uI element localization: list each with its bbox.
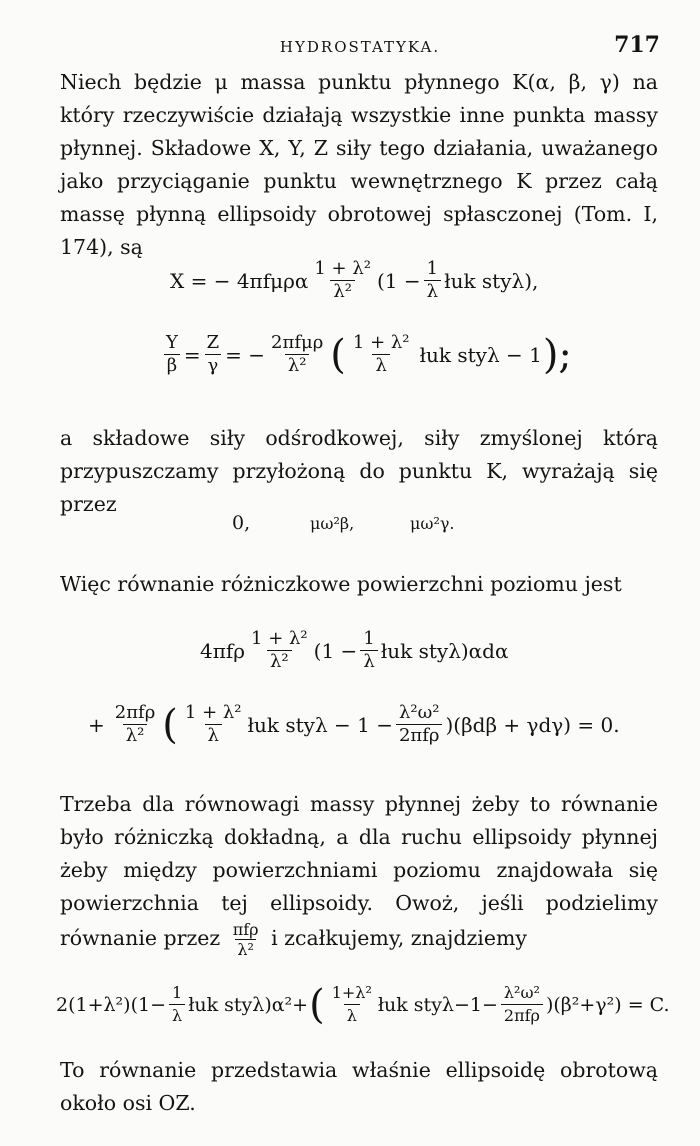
equation-diff2-mid: łuk styλ − 1 − xyxy=(247,712,393,737)
fraction-denominator: λ xyxy=(205,724,222,747)
equation-integral-fraction-2 xyxy=(329,982,375,1027)
running-title: HYDROSTATYKA. xyxy=(279,38,441,56)
fraction-denominator: β xyxy=(164,354,180,377)
fraction-denominator: λ² xyxy=(237,940,254,959)
fraction-denominator: λ xyxy=(424,280,441,303)
equation-x-fraction-2 xyxy=(424,258,441,303)
equation-differential-line-1 xyxy=(200,628,508,673)
equation-integral-lead: 2(1+λ²)(1− xyxy=(56,993,167,1016)
fraction-numerator: 1 + λ² xyxy=(314,258,371,279)
equation-integral-fraction-3 xyxy=(501,982,543,1027)
equation-integral-mid-2: łuk styλ−1− xyxy=(377,993,498,1016)
equation-diff1-mid: (1 − xyxy=(313,638,358,663)
equation-integral-fraction-1 xyxy=(169,982,185,1027)
fraction-numerator: πfρ xyxy=(232,920,259,939)
equation-yz-fraction-z xyxy=(204,332,223,377)
paragraph-equilibrium-body xyxy=(60,788,658,959)
centrifugal-components xyxy=(232,512,455,534)
close-paren: ); xyxy=(542,331,572,378)
centrifugal-component-z: μω²γ. xyxy=(410,513,455,533)
paragraph-differential-intro xyxy=(60,568,658,601)
fraction-denominator: λ xyxy=(372,354,389,377)
open-paren: ( xyxy=(330,331,346,378)
fraction-numerator: 1 xyxy=(426,258,439,279)
fraction-numerator: 1 xyxy=(363,628,375,649)
equals-sign: = xyxy=(183,342,201,367)
equation-diff2-lead: + xyxy=(88,712,105,737)
paragraph-differential-intro-text: Więc równanie różniczkowe powierzchni poziomu jest xyxy=(60,572,622,596)
fraction-numerator: λ²ω² xyxy=(398,702,440,723)
fraction-denominator: λ² xyxy=(267,650,292,673)
equation-x-mid: (1 − xyxy=(376,268,421,293)
fraction-numerator: Y xyxy=(166,332,178,353)
equation-x-tail: łuk styλ), xyxy=(444,268,539,293)
page-header xyxy=(60,32,660,62)
fraction-denominator: 2πfρ xyxy=(396,724,443,747)
centrifugal-component-y: μω²β, xyxy=(310,513,355,533)
paragraph-equilibrium-text-end: i zcałkujemy, znajdziemy xyxy=(271,926,527,950)
fraction-numerator: 1 + λ² xyxy=(251,628,308,649)
equation-diff1-lead: 4πfρ xyxy=(200,638,246,663)
equation-diff2-fraction-2 xyxy=(182,702,245,747)
open-paren: ( xyxy=(309,981,325,1028)
fraction-numerator: 2πfμρ xyxy=(271,332,324,353)
equation-integral-mid-1: łuk styλ)α²+ xyxy=(188,993,309,1016)
page-number: 717 xyxy=(614,32,660,58)
paragraph-conclusion-text: To równanie przedstawia właśnie ellipsoidę obrotową około osi OZ. xyxy=(60,1058,658,1115)
equation-x-fraction-1 xyxy=(311,258,374,303)
equation-diff2-tail: )(βdβ + γdγ) = 0. xyxy=(445,712,620,737)
fraction-numerator: 1 + λ² xyxy=(184,702,242,723)
fraction-denominator: λ xyxy=(169,1004,185,1027)
equation-diff2-fraction-1 xyxy=(112,702,159,747)
fraction-numerator: 1 + λ² xyxy=(352,332,410,353)
fraction-denominator: λ² xyxy=(330,280,355,303)
paragraph-equilibrium-text: Trzeba dla równowagi massy płynnej żeby to równanie było różniczką dokładną, a dla ruchu ellipsoidy płynnej żeby między powierzchniami poziomu znajdowała się powierzchnia tej ellipsoidy. Owoż, jeśli podzielimy równanie przez xyxy=(60,792,658,950)
equation-diff1-tail: łuk styλ)αdα xyxy=(380,638,509,663)
fraction-numerator: Z xyxy=(206,332,220,353)
open-paren: ( xyxy=(162,701,178,748)
paragraph-centrifugal-text: a składowe siły odśrodkowej, siły zmyślonej którą przypuszczamy przyłożoną do punktu K, wyrażają się przez xyxy=(60,426,658,516)
fraction-numerator: λ²ω² xyxy=(503,983,540,1002)
fraction-denominator: γ xyxy=(205,354,222,377)
paragraph-conclusion xyxy=(60,1054,658,1120)
centrifugal-component-x: 0, xyxy=(232,512,251,534)
equation-differential-line-2 xyxy=(88,702,620,747)
equation-yz-fraction-y xyxy=(163,332,181,377)
fraction-denominator: λ xyxy=(344,1004,360,1027)
paragraph-intro xyxy=(60,66,658,264)
paragraph-intro-text: Niech będzie μ massa punktu płynnego K(α, β, γ) na który rzeczywiście działają wszystkie inne punkta massy płynnej. Składowe X, Y, Z siły tego działania, uważanego jako przyciąganie punktu wewnętrznego K przez całą massę płynną ellipsoidy obrotowej spłasczonej (Tom. I, 174), są xyxy=(60,70,658,259)
fraction-denominator: λ xyxy=(360,650,377,673)
equation-yz xyxy=(160,332,573,377)
equation-diff1-fraction-1 xyxy=(248,628,311,673)
equation-diff1-fraction-2 xyxy=(360,628,377,673)
fraction-numerator: 1+λ² xyxy=(331,983,372,1002)
fraction-numerator: 2πfρ xyxy=(114,702,156,723)
fraction-numerator: 1 xyxy=(172,983,183,1002)
equation-x-lhs: X = − 4πfμρα xyxy=(170,268,309,293)
equation-integral xyxy=(56,982,670,1027)
equation-yz-fraction-lambda xyxy=(350,332,413,377)
equation-yz-fraction-coefficient xyxy=(268,332,326,377)
equation-x xyxy=(170,258,538,303)
fraction-denominator: λ² xyxy=(123,724,148,747)
equation-integral-tail: )(β²+γ²) = C. xyxy=(545,993,670,1016)
equation-yz-tail: łuk styλ − 1 xyxy=(419,342,542,367)
paragraph-equilibrium xyxy=(60,788,658,959)
equation-diff2-fraction-3 xyxy=(396,702,443,747)
fraction-denominator: λ² xyxy=(285,354,310,377)
paragraph-equilibrium-fraction xyxy=(233,920,259,959)
equals-minus-sign: = − xyxy=(225,342,266,367)
paragraph-centrifugal xyxy=(60,422,658,521)
fraction-denominator: 2πfρ xyxy=(501,1004,543,1027)
